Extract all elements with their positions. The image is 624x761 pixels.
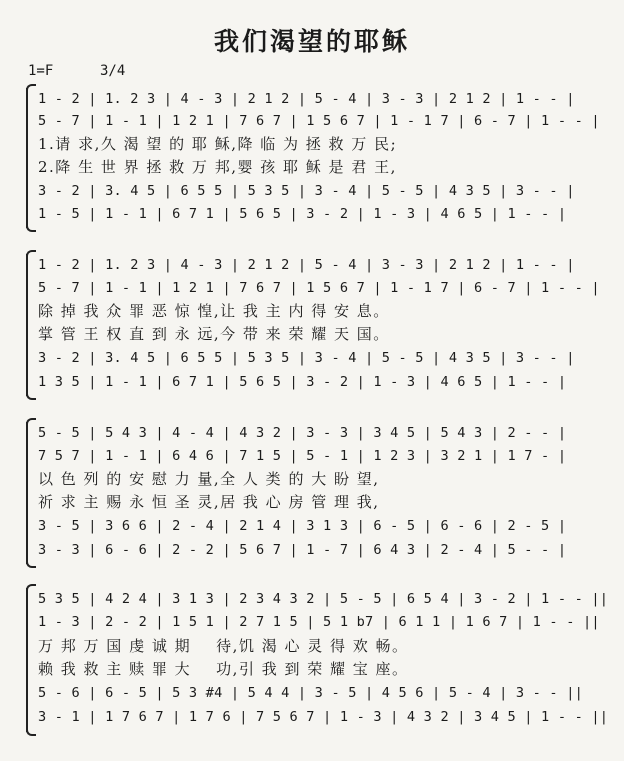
system-bracket bbox=[18, 584, 30, 736]
system-bracket bbox=[18, 250, 30, 400]
bass-line: 1 3 5 | 1 - 1 | 6 7 1 | 5 6 5 | 3 - 2 | 1 - 3 | 4 6 5 | 1 - - | bbox=[38, 374, 567, 390]
score-system-4 bbox=[18, 584, 610, 736]
lyric-verse-1: 以 色 列 的 安 慰 力 量,全 人 类 的 大 盼 望, bbox=[38, 470, 380, 488]
lyric-verse-2: 2.降 生 世 界 拯 救 万 邦,婴 孩 耶 稣 是 君 王, bbox=[38, 158, 397, 176]
lyric-verse-2: 祈 求 主 赐 永 恒 圣 灵,居 我 心 房 管 理 我, bbox=[38, 493, 380, 511]
lyric-verse-1: 除 掉 我 众 罪 恶 惊 惶,让 我 主 内 得 安 息。 bbox=[38, 302, 390, 320]
song-title: 我们渴望的耶稣 bbox=[213, 27, 410, 56]
tenor-line: 3 - 2 | 3. 4 5 | 6 5 5 | 5 3 5 | 3 - 4 | 5 - 5 | 4 3 5 | 3 - - | bbox=[38, 350, 575, 366]
bass-line: 1 - 5 | 1 - 1 | 6 7 1 | 5 6 5 | 3 - 2 | 1 - 3 | 4 6 5 | 1 - - | bbox=[38, 206, 567, 222]
tenor-line: 5 - 6 | 6 - 5 | 5 3 #4 | 5 4 4 | 3 - 5 | 4 5 6 | 5 - 4 | 3 - - || bbox=[38, 685, 583, 701]
system-bracket bbox=[18, 418, 30, 568]
system-bracket bbox=[18, 84, 30, 232]
alto-line: 1 - 3 | 2 - 2 | 1 5 1 | 2 7 1 5 | 5 1 b7 | 6 1 1 | 1 6 7 | 1 - - || bbox=[38, 614, 600, 630]
lyric-verse-1: 1.请 求,久 渴 望 的 耶 稣,降 临 为 拯 救 万 民; bbox=[38, 135, 398, 153]
score-system-1 bbox=[18, 84, 610, 232]
alto-line: 5 - 7 | 1 - 1 | 1 2 1 | 7 6 7 | 1 5 6 7 | 1 - 1 7 | 6 - 7 | 1 - - | bbox=[38, 113, 600, 129]
lyric-verse-1: 万 邦 万 国 虔 诚 期 待,饥 渴 心 灵 得 欢 畅。 bbox=[38, 637, 409, 655]
tenor-line: 3 - 5 | 3 6 6 | 2 - 4 | 2 1 4 | 3 1 3 | 6 - 5 | 6 - 6 | 2 - 5 | bbox=[38, 518, 567, 534]
soprano-line: 5 - 5 | 5 4 3 | 4 - 4 | 4 3 2 | 3 - 3 | 3 4 5 | 5 4 3 | 2 - - | bbox=[38, 425, 567, 441]
tenor-line: 3 - 2 | 3. 4 5 | 6 5 5 | 5 3 5 | 3 - 4 | 5 - 5 | 4 3 5 | 3 - - | bbox=[38, 183, 575, 199]
soprano-line: 5 3 5 | 4 2 4 | 3 1 3 | 2 3 4 3 2 | 5 - 5 | 6 5 4 | 3 - 2 | 1 - - || bbox=[38, 591, 609, 607]
score-system-2 bbox=[18, 250, 610, 400]
soprano-line: 1 - 2 | 1. 2 3 | 4 - 3 | 2 1 2 | 5 - 4 | 3 - 3 | 2 1 2 | 1 - - | bbox=[38, 257, 575, 273]
lyric-verse-2: 掌 管 王 权 直 到 永 远,今 带 来 荣 耀 天 国。 bbox=[38, 325, 390, 343]
time-signature: 3/4 bbox=[100, 63, 126, 79]
bass-line: 3 - 1 | 1 7 6 7 | 1 7 6 | 7 5 6 7 | 1 - 3 | 4 3 2 | 3 4 5 | 1 - - || bbox=[38, 709, 609, 725]
key-signature: 1=F bbox=[28, 63, 54, 79]
lyric-verse-2: 赖 我 救 主 赎 罪 大 功,引 我 到 荣 耀 宝 座。 bbox=[38, 660, 409, 678]
bass-line: 3 - 3 | 6 - 6 | 2 - 2 | 5 6 7 | 1 - 7 | 6 4 3 | 2 - 4 | 5 - - | bbox=[38, 542, 567, 558]
score-system-3 bbox=[18, 418, 610, 568]
alto-line: 5 - 7 | 1 - 1 | 1 2 1 | 7 6 7 | 1 5 6 7 | 1 - 1 7 | 6 - 7 | 1 - - | bbox=[38, 280, 600, 296]
alto-line: 7 5 7 | 1 - 1 | 6 4 6 | 7 1 5 | 5 - 1 | 1 2 3 | 3 2 1 | 1 7 - | bbox=[38, 448, 567, 464]
soprano-line: 1 - 2 | 1. 2 3 | 4 - 3 | 2 1 2 | 5 - 4 | 3 - 3 | 2 1 2 | 1 - - | bbox=[38, 91, 575, 107]
